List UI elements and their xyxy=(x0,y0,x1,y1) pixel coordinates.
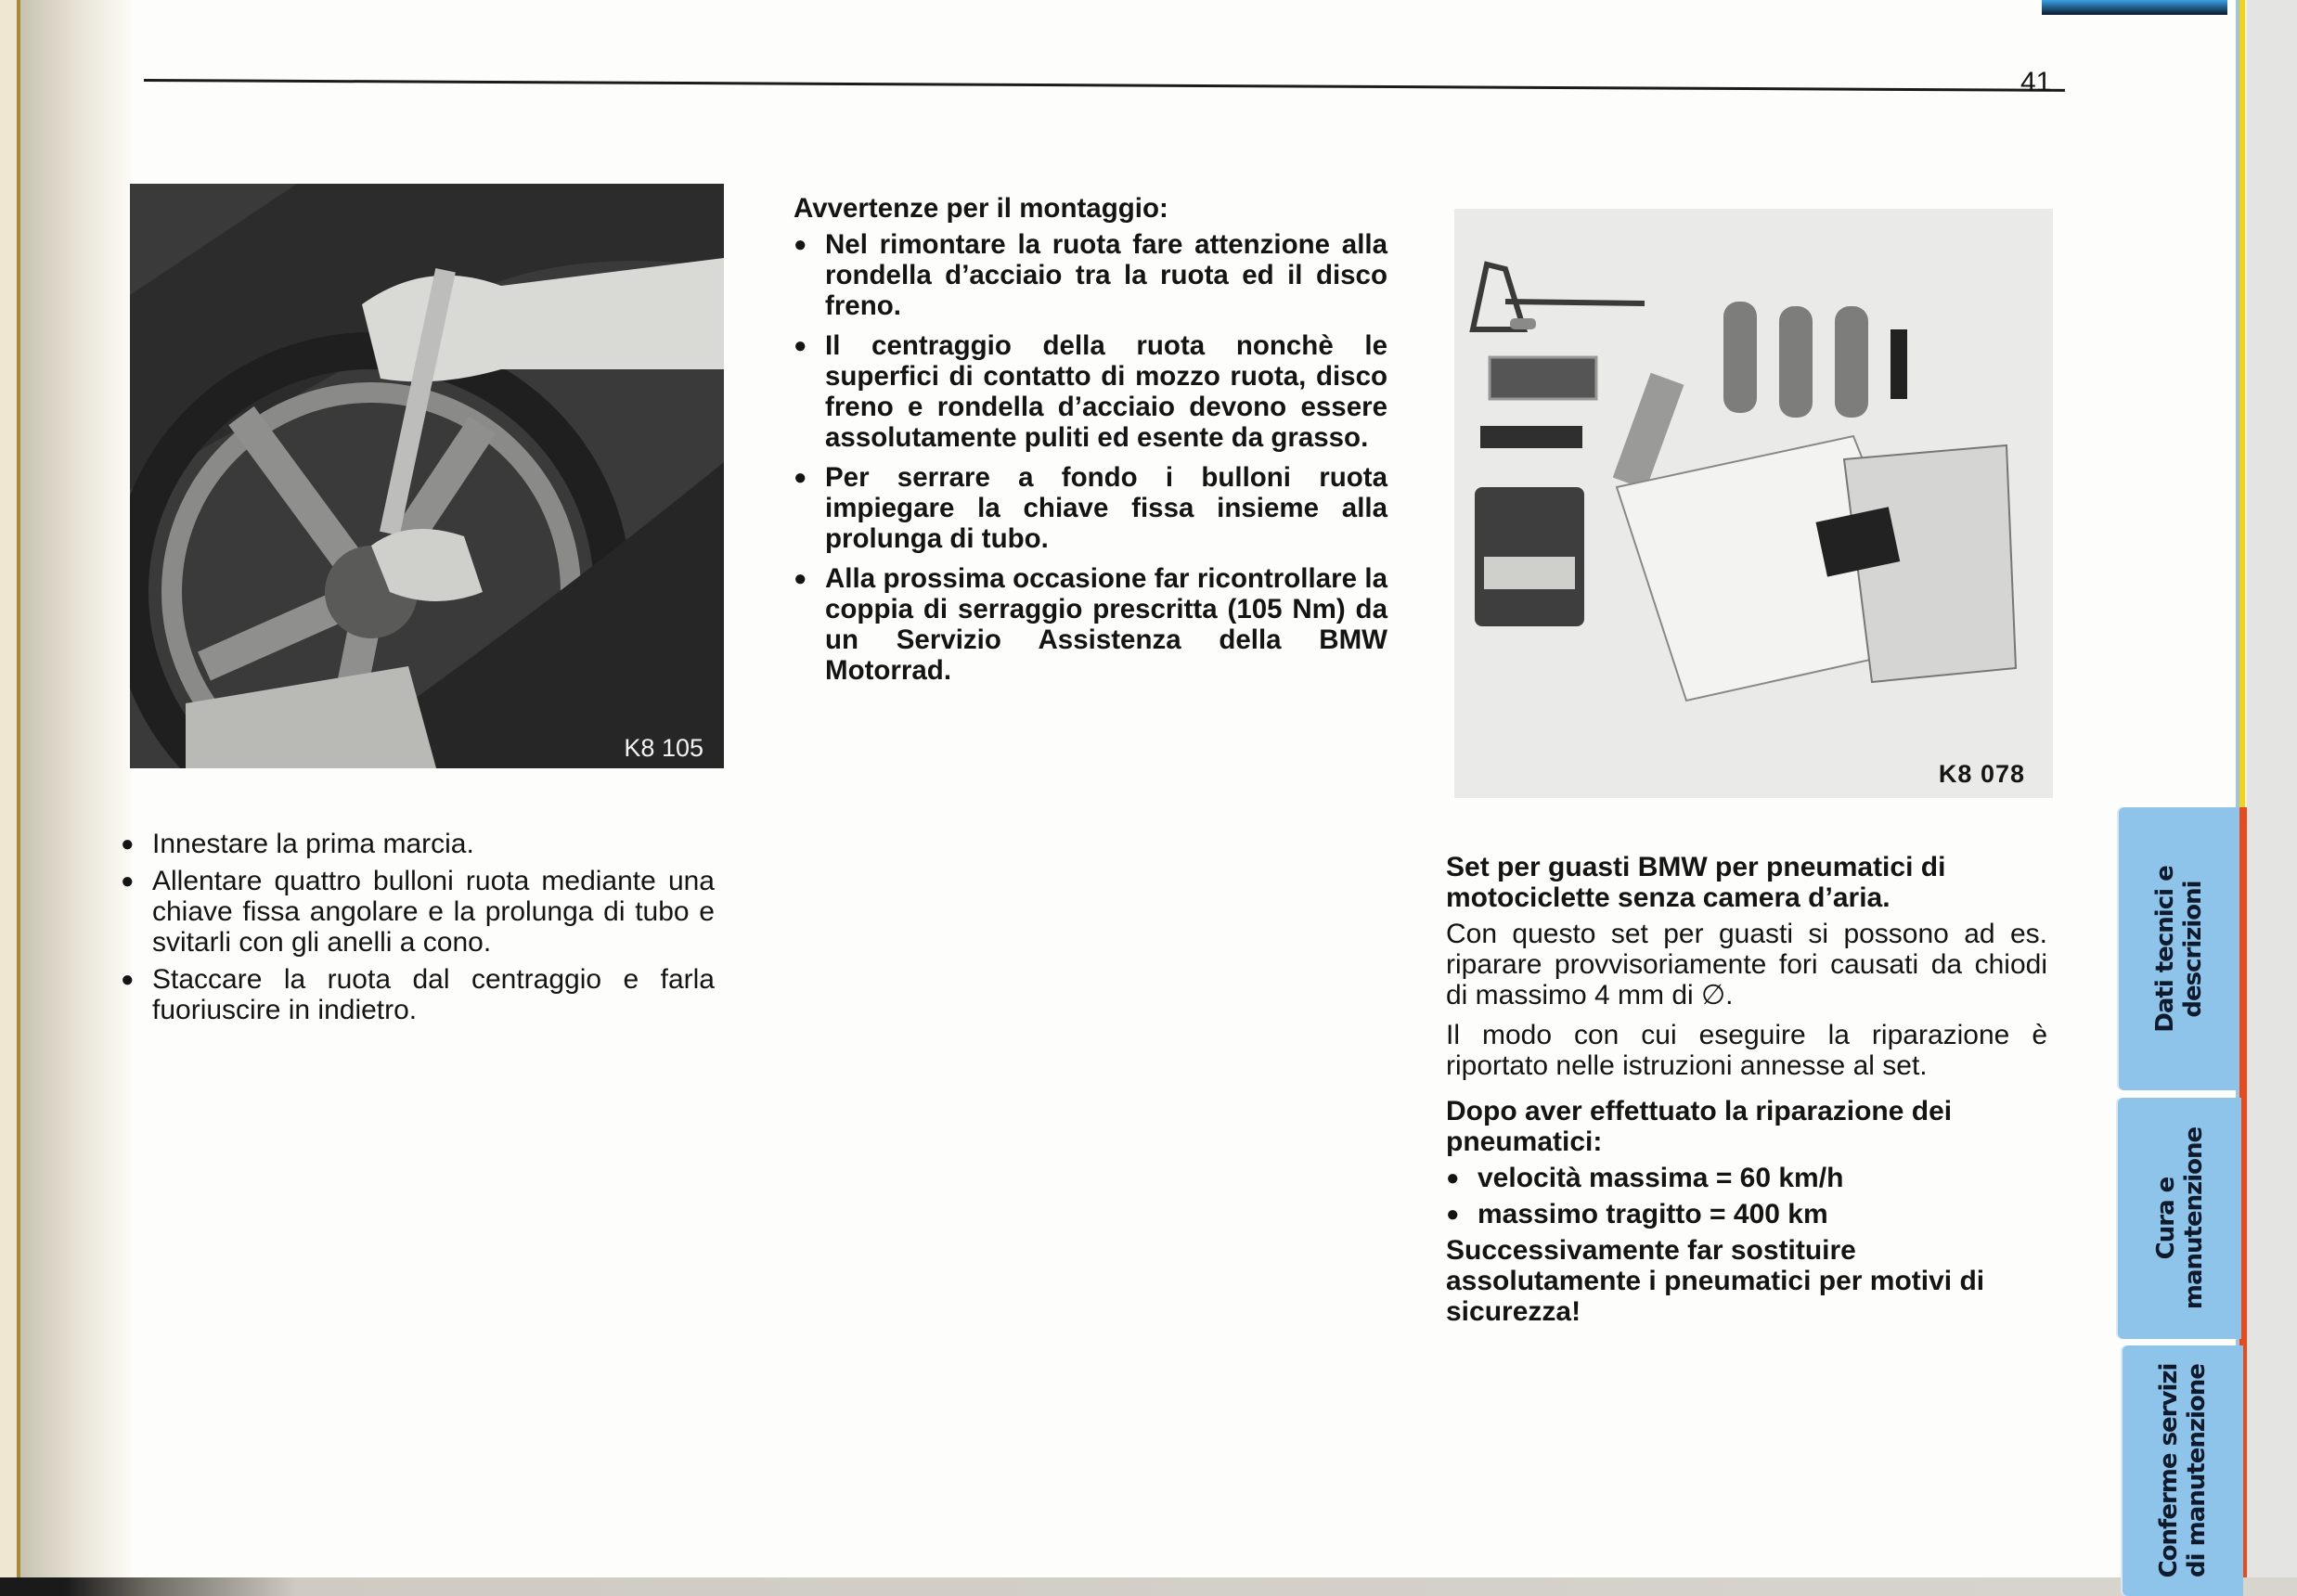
wheel-illustration xyxy=(130,184,724,768)
book-page-edge xyxy=(0,0,17,1577)
list-item: ● Innestare la prima marcia. xyxy=(121,829,715,859)
list-item: ● Per serrare a fondo i bulloni ruota impiegare la chiave fissa insieme alla prolunga di tubo. xyxy=(794,462,1387,554)
book-gutter-shadow xyxy=(20,0,132,1577)
page-edge-stripe-yellow xyxy=(2239,0,2245,807)
repair-kit-illustration xyxy=(1454,209,2053,798)
tab-label-line: manutenzione xyxy=(2179,1126,2208,1310)
tab-cura-manutenzione[interactable] xyxy=(2118,1098,2241,1339)
section-heading: Avvertenze per il montaggio: xyxy=(794,193,1168,224)
page-number: 41 xyxy=(2020,67,2052,97)
tab-label xyxy=(2151,866,2207,1032)
list-item: ● Alla prossima occasione far ricontrollare la coppia di serraggio prescritta (105 Nm) da un Servizio Assistenza della BMW Motorrad. xyxy=(794,563,1387,686)
list-item: ● Staccare la ruota dal centraggio e farla fuoriuscire in indietro. xyxy=(121,964,715,1025)
figure-caption: K8 078 xyxy=(1938,760,2025,788)
tab-label-line: descrizioni xyxy=(2179,880,2207,1018)
closing-warning: Successivamente far sostituire assolutamente i pneumatici per motivi di sicurezza! xyxy=(1446,1235,1985,1327)
paragraph: Con questo set per guasti si possono ad es. riparare provvisoriamente fori causati da chiodi di massimo 4 mm di ∅. xyxy=(1446,919,2047,1010)
tab-conferme-servizi[interactable] xyxy=(2123,1345,2243,1596)
tab-dati-tecnici[interactable] xyxy=(2119,807,2239,1090)
repair-kit-section xyxy=(1446,852,2047,1332)
figure-caption: K8 105 xyxy=(624,734,703,762)
tab-label xyxy=(2152,1127,2208,1309)
background-surface xyxy=(2247,0,2297,1596)
tab-label-line: Conferme servizi xyxy=(2155,1363,2183,1578)
list-item: ● Il centraggio della ruota nonchè le superfici di contatto di mozzo ruota, disco freno e rondella d’acciaio devono essere assolutamente puliti ed esente da grasso. xyxy=(794,330,1387,453)
tab-label xyxy=(2155,1364,2211,1578)
list-item-speed-limit: ● velocità massima = 60 km/h xyxy=(1446,1163,2047,1193)
wheel-removal-photo xyxy=(130,184,724,768)
list-item: ● Nel rimontare la ruota fare attenzione alla rondella d’acciaio tra la ruota ed il disco freno. xyxy=(794,229,1387,321)
cover-edge xyxy=(2042,0,2227,15)
tab-label-line: Dati tecnici e xyxy=(2151,865,2179,1033)
paragraph: Il modo con cui eseguire la riparazione è riportato nelle istruzioni annesse al set. xyxy=(1446,1020,2047,1081)
section-subheading: Dopo aver effettuato la riparazione dei pneumatici: xyxy=(1446,1096,1953,1157)
tab-label-line: Cura e xyxy=(2151,1177,2180,1260)
tab-label-line: di manutenzione xyxy=(2183,1364,2211,1577)
repair-kit-photo xyxy=(1454,209,2053,798)
mounting-notes xyxy=(794,193,1387,695)
removal-steps xyxy=(121,829,715,1032)
list-item-distance-limit: ● massimo tragitto = 400 km xyxy=(1446,1199,2047,1229)
list-item: ● Allentare quattro bulloni ruota mediante una chiave fissa angolare e la prolunga di tubo e svitarli con gli anelli a cono. xyxy=(121,866,715,958)
book-bottom-shadow xyxy=(0,1577,2297,1596)
section-heading: Set per guasti BMW per pneumatici di motociclette senza camera d’aria. xyxy=(1446,852,1946,913)
